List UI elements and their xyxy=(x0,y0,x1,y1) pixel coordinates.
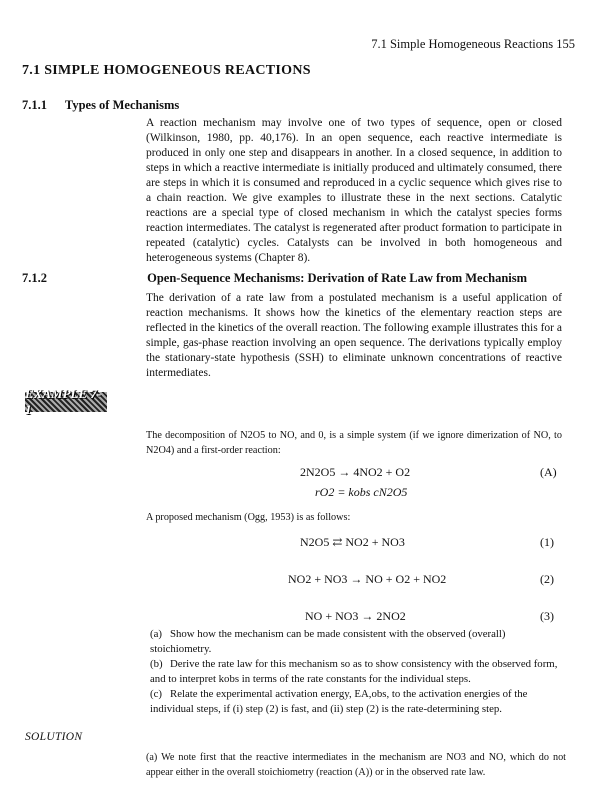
part-label: (b) xyxy=(150,658,163,670)
subsection-number: 7.1.1 xyxy=(22,98,47,112)
equation-step-1: N2O5 ⇄ NO2 + NO3 xyxy=(300,535,405,549)
example-badge: EXAMPLE 7-1 xyxy=(25,392,107,412)
part-label: (c) xyxy=(150,688,162,700)
example-parts-list xyxy=(150,627,560,717)
part-text: Show how the mechanism can be made consistent with the observed (overall) stoichiometry. xyxy=(150,628,506,655)
rate-law: rO2 = kobs cN2O5 xyxy=(315,485,408,499)
equation-overall: 2N2O5 → 4NO2 + O2 xyxy=(300,465,411,479)
subsection-heading-types xyxy=(22,98,179,113)
list-item xyxy=(150,627,560,657)
mechanism-intro: A proposed mechanism (Ogg, 1953) is as follows: xyxy=(146,512,351,523)
section-title: 7.1 SIMPLE HOMOGENEOUS REACTIONS xyxy=(22,63,311,78)
paragraph-types-of-mechanisms: A reaction mechanism may involve one of two types of sequence, open or closed (Wilkinson, 1980, pp. 40,176). In an open sequence, each reactive intermediate is produced in only one step and disappears in another. In a closed sequence, in addition to steps in which a reactive intermediate is initially produced and ultimately consumed, there are steps in which it is consumed and reproduced in a cyclic sequence which gives rise to a chain reaction. We give examples to illustrate these in the next sections. Catalytic reactions are a special type of closed mechanism in which the catalyst species forms reaction intermediates. The catalyst is regenerated after product formation to participate in repeated (catalytic) cycles. Catalysts can be involved in both homogeneous and heterogeneous systems (Chapter 8). xyxy=(146,117,562,264)
equation-label-1: (1) xyxy=(540,535,554,549)
part-text: Derive the rate law for this mechanism so as to show consistency with the observed form, and to interpret kobs in terms of the rate constants for the individual steps. xyxy=(150,658,558,685)
running-header: 7.1 Simple Homogeneous Reactions 155 xyxy=(371,37,575,51)
example-intro: The decomposition of N2O5 to NO, and 0, is a simple system (if we ignore dimerization of NO, to N2O4) and a first-order reaction: xyxy=(146,430,562,456)
equation-label-2: (2) xyxy=(540,572,554,586)
solution-heading: SOLUTION xyxy=(25,731,83,743)
subsection-heading-open-sequence xyxy=(22,271,527,286)
equation-label-A: (A) xyxy=(540,465,557,479)
equation-label-3: (3) xyxy=(540,609,554,623)
list-item xyxy=(150,657,560,687)
subsection-number: 7.1.2 xyxy=(22,271,47,285)
subsection-title: Types of Mechanisms xyxy=(64,98,180,112)
solution-paragraph: (a) We note first that the reactive intermediates in the mechanism are NO3 and NO, which do not appear either in the overall stoichiometry (reaction (A)) or in the observed rate law. xyxy=(146,752,566,778)
equation-step-2: NO2 + NO3 → NO + O2 + NO2 xyxy=(288,572,447,586)
equation-step-3: NO + NO3 → 2NO2 xyxy=(305,609,406,623)
part-label: (a) xyxy=(150,628,162,640)
paragraph-open-sequence: The derivation of a rate law from a postulated mechanism is a useful application of reaction mechanisms. It shows how the kinetics of the elementary reaction steps are reflected in the kinetics of the overall reaction. The following example illustrates this for a simple, gas-phase reaction involving an open sequence. The derivations typically employ the stationary-state hypothesis (SSH) to eliminate unknown concentrations of reactive intermediates. xyxy=(146,292,562,379)
part-text: Relate the experimental activation energy, EA,obs, to the activation energies of the individual steps, if (i) step (2) is fast, and (ii) step (2) is the rate-determining step. xyxy=(150,688,528,715)
list-item xyxy=(150,687,560,717)
subsection-title: Open-Sequence Mechanisms: Derivation of Rate Law from Mechanism xyxy=(147,271,528,285)
